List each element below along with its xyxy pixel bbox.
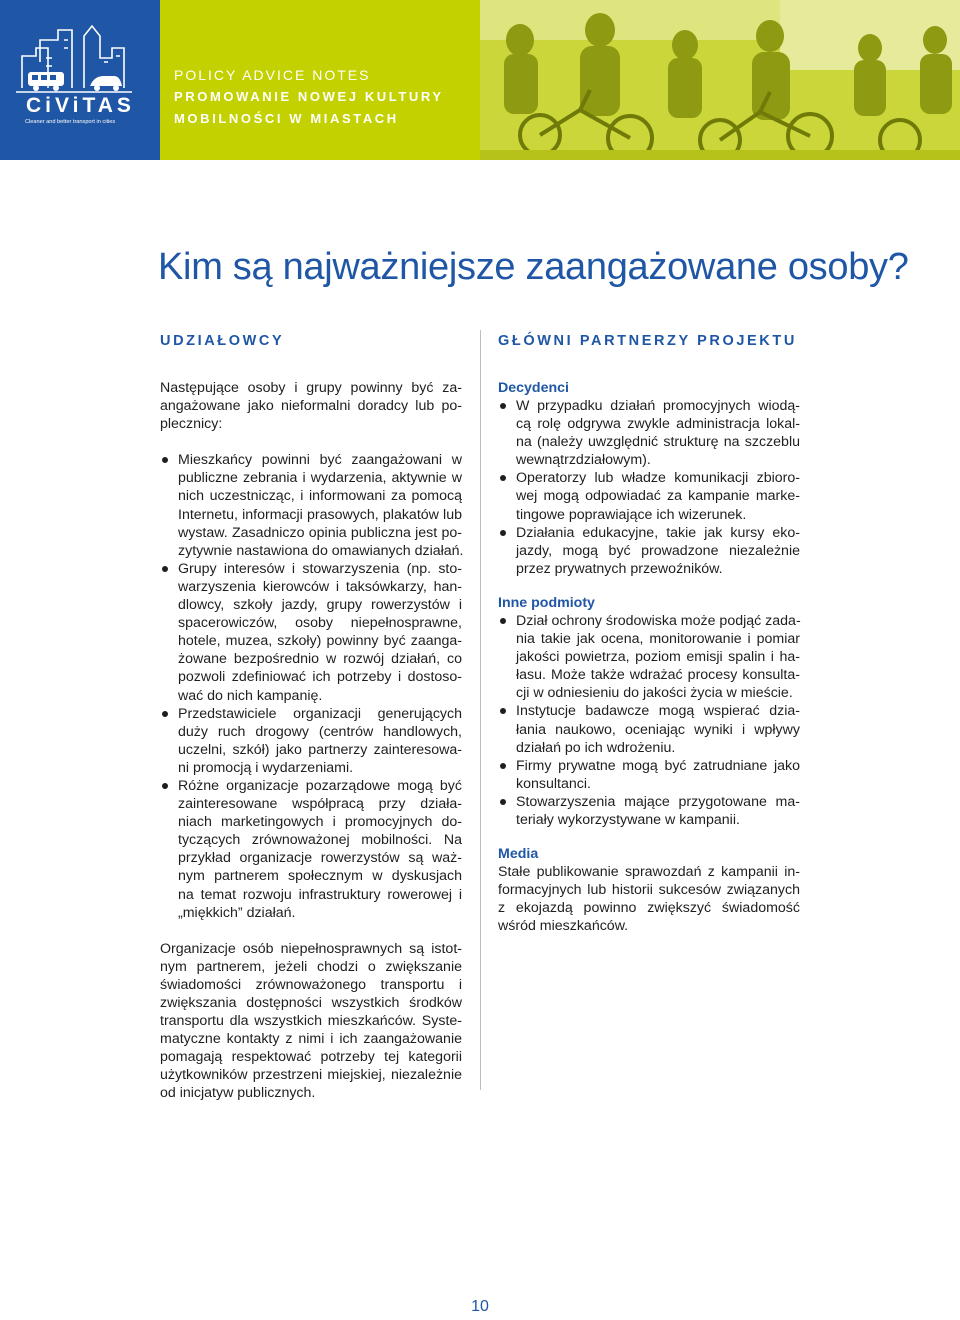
text-line: z ekojazdą powinno zwiększyć świadomość	[498, 900, 800, 917]
text-line: działań po ich wdrożeniu.	[516, 739, 676, 756]
other-entities-list	[498, 612, 800, 829]
text-line: Internetu, informacji prasowych, plakatów lub	[178, 506, 462, 523]
left-column	[160, 330, 462, 1103]
text-line: warzyszenia kierowców i taksówkarzy, han-	[178, 578, 462, 595]
text-line: dlowcy, szkoły jazdy, grupy rowerzystów i	[178, 597, 462, 614]
text-line: łania naukowo, oceniając wyniki i wpływy	[516, 721, 800, 738]
text-line: Następujące osoby i grupy powinny być za-	[160, 380, 462, 396]
text-line: pozwoli zdefiniować ich potrzeby i dostoso-	[178, 669, 462, 686]
text-line: niach marketingowych i promocyjnych do-	[178, 814, 462, 831]
cyclists-photo-illustration	[480, 0, 960, 160]
text-line: nym partnerem społecznym w dyskusjach	[178, 868, 462, 885]
text-line: wystaw. Zasadniczo opinia publiczna jest po-	[178, 524, 462, 541]
text-line: duży ruch drogowy (centrów handlowych,	[178, 723, 462, 740]
text-line: plecznicy:	[160, 416, 223, 433]
decision-makers-list	[498, 397, 800, 578]
text-line: „miękkich” działań.	[178, 904, 296, 921]
text-line: żowane bezpośrednio w rozwój działań, co	[178, 651, 462, 668]
right-column	[498, 330, 800, 935]
text-line: Firmy prywatne mogą być zatrudniane jako	[516, 757, 800, 774]
text-line: Instytucje badawcze mogą wspierać dzia-	[516, 703, 800, 720]
page-headline: Kim są najważniejsze zaangażowane osoby?	[158, 246, 909, 288]
text-line: przykład organizacje rowerzystów są waż-	[178, 850, 462, 867]
text-line: uczelni, szkół) jako partnerzy zainteresowa-	[178, 741, 462, 758]
text-line: od inicjatyw publicznych.	[160, 1085, 316, 1102]
text-line: jazdy, mogą być prowadzone niezależnie	[516, 542, 800, 559]
closing-paragraph	[160, 940, 462, 1103]
logo-tagline: Cleaner and better transport in cities	[25, 119, 116, 125]
header-banner	[160, 0, 480, 160]
text-line: Różne organizacje pozarządowe mogą być	[178, 777, 462, 794]
list-item	[160, 705, 462, 777]
list-item	[498, 469, 800, 523]
section-heading-main-partners: GŁÓWNI PARTNERZY PROJEKTU	[498, 333, 797, 349]
text-line: Grupy interesów i stowarzyszenia (np. sto-	[178, 560, 462, 577]
text-line: transportu dla wszystkich mieszkańców. Syste-	[160, 1013, 462, 1030]
text-line: matyczne kontakty z nimi i ich zaangażowanie	[160, 1031, 462, 1048]
subheading-media: Media	[498, 846, 539, 863]
list-item	[160, 451, 462, 560]
text-line: ni promocją i wydarzeniami.	[178, 759, 354, 776]
text-line: zwiększania dostępności wszystkich środków	[160, 995, 462, 1011]
text-line: hotele, muzea, szkoły) powinny być zaanga-	[178, 633, 462, 650]
subheading-decision-makers: Decydenci	[498, 380, 569, 396]
text-line: na (należy uwzględnić strukturę na szczeblu	[516, 434, 800, 451]
city-skyline-icon	[0, 0, 160, 160]
series-title-line-1: PROMOWANIE NOWEJ KULTURY	[174, 89, 444, 104]
list-item	[498, 757, 800, 793]
logo-wordmark: CiViTAS	[26, 94, 135, 117]
text-line: łasu. Może także wdrażać procesy konsulta-	[516, 667, 800, 684]
civitas-logo	[0, 0, 160, 160]
column-divider	[480, 330, 481, 1090]
text-line: angażowane jako nieformalni doradcy lub po-	[160, 398, 462, 415]
list-item	[160, 560, 462, 705]
text-line: tingowe poprawiające ich wizerunek.	[516, 506, 747, 523]
series-title-line-2: MOBILNOŚCI W MIASTACH	[174, 111, 399, 126]
text-line: konsultanci.	[516, 775, 591, 792]
text-line: pomagają respektować potrzeby tej kategorii	[160, 1049, 462, 1066]
list-item	[498, 793, 800, 829]
text-line: nich uczestnicząc, i informowani za pomocą	[178, 488, 462, 505]
text-line: publiczne zebrania i wydarzenia, aktywnie w	[178, 470, 462, 487]
text-line: Działania edukacyjne, takie jak kursy eko-	[516, 524, 800, 541]
text-line: przez prywatnych przewoźników.	[516, 560, 723, 577]
page-number: 10	[471, 1298, 489, 1315]
text-line: Organizacje osób niepełnosprawnych są istot-	[160, 940, 462, 957]
text-line: Dział ochrony środowiska może podjąć zada-	[516, 612, 801, 629]
text-line: tyczących zrównoważonej mobilności. Na	[178, 832, 462, 849]
text-line: jakości powietrza, poziom emisji spalin i ha-	[516, 649, 800, 666]
text-line: cą rolę odgrywa zwykle administracja lokal-	[516, 416, 800, 433]
stakeholder-list	[160, 451, 462, 921]
text-line: świadomości zrównoważonego transportu i	[160, 976, 462, 993]
list-item	[498, 702, 800, 756]
series-label: POLICY ADVICE NOTES	[174, 67, 371, 83]
text-line: zainteresowane współpracą przy działa-	[178, 796, 462, 813]
text-line: Przedstawiciele organizacji generujących	[178, 705, 462, 722]
list-item	[498, 524, 800, 578]
text-line: teriały wykorzystywane w kampanii.	[516, 811, 740, 828]
text-line: Stałe publikowanie sprawozdań z kampanii in-	[498, 864, 800, 881]
subheading-other-entities: Inne podmioty	[498, 594, 595, 611]
text-line: użytkowników przestrzeni miejskiej, niezależnie	[160, 1067, 462, 1084]
text-line: zytywnie nastawiona do omawianych działań.	[178, 542, 464, 559]
text-line: wewnątrzdziałowym).	[516, 452, 651, 469]
list-item	[160, 777, 462, 922]
intro-paragraph	[160, 379, 462, 433]
text-line: Operatorzy lub władze komunikacji zbioro-	[516, 470, 800, 487]
text-line: cji w odniesieniu do jakości życia w mieście.	[516, 685, 793, 702]
section-heading-stakeholders: UDZIAŁOWCY	[160, 333, 285, 349]
text-line: nia takie jak ocena, monitorowanie i pomiar	[516, 631, 800, 648]
list-item	[498, 612, 800, 702]
text-line: Stowarzyszenia mające przygotowane ma-	[516, 793, 800, 810]
text-line: wać do nich kampanię.	[178, 687, 323, 704]
cyclists-photo	[480, 0, 960, 160]
text-line: spacerowiczów, osoby niepełnosprawne,	[178, 615, 462, 632]
text-line: na temat rozwoju infrastruktury rowerowej i	[178, 886, 462, 903]
text-line: Mieszkańcy powinni być zaangażowani w	[178, 452, 462, 469]
text-line: W przypadku działań promocyjnych wiodą-	[516, 398, 800, 414]
text-line: nym partnerem, jeżeli chodzi o zwiększanie	[160, 958, 462, 975]
media-paragraph	[498, 863, 800, 935]
text-line: wej mogą odpowiadać za kampanie marke-	[516, 488, 800, 505]
list-item	[498, 397, 800, 469]
text-line: formacyjnych lub historii sukcesów związanych	[498, 882, 800, 899]
text-line: wśród mieszkańców.	[498, 918, 629, 935]
